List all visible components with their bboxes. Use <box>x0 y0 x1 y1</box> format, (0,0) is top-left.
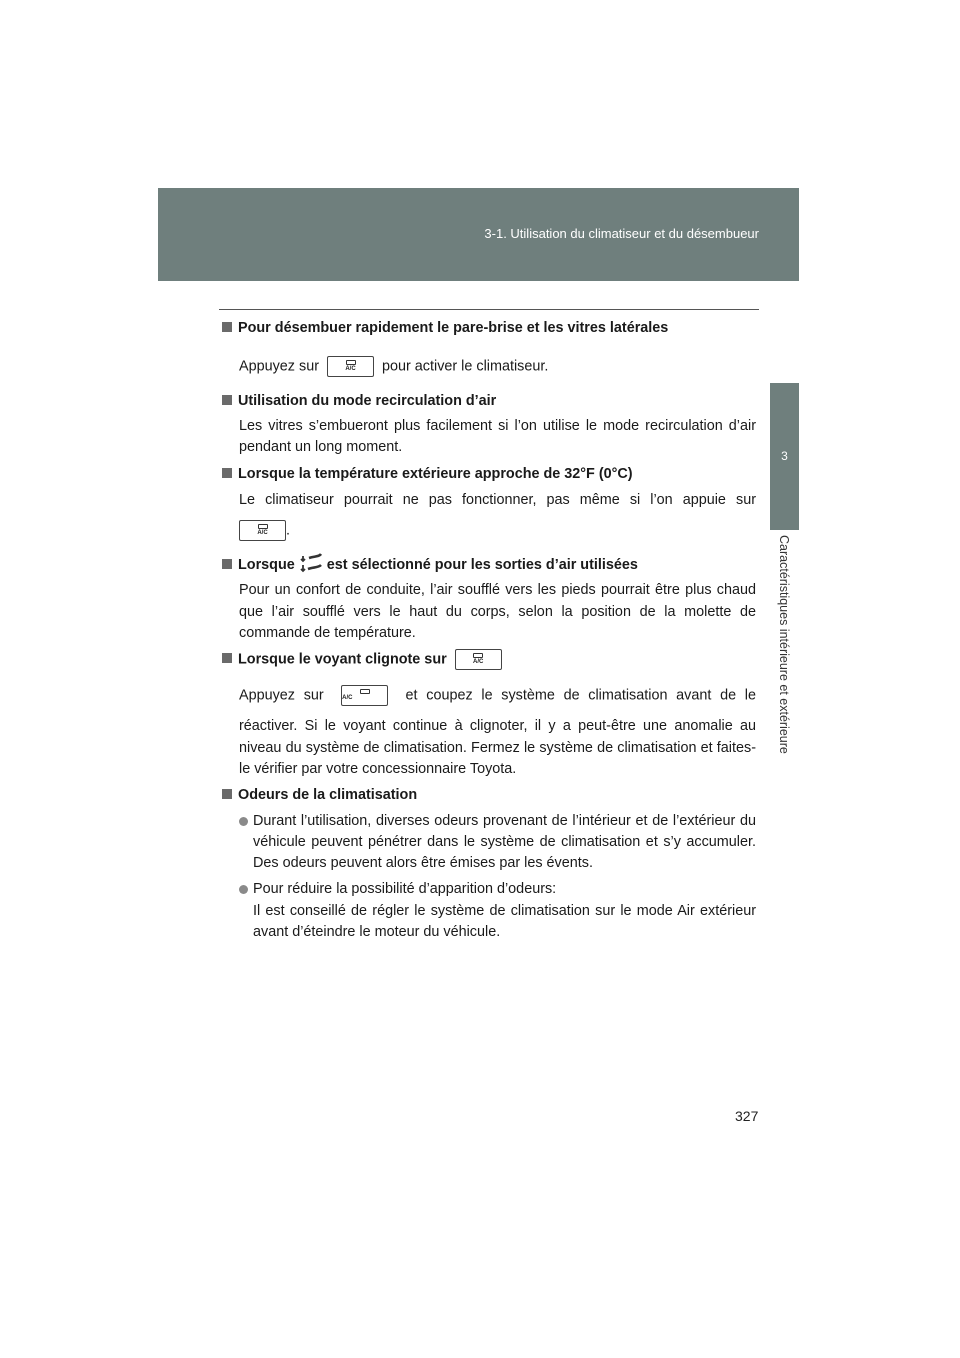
ac-button-icon: A/C <box>341 685 388 706</box>
round-bullet-icon <box>239 885 248 894</box>
square-bullet-icon <box>222 395 232 405</box>
feet-face-airflow-icon <box>299 553 323 573</box>
section-title: 3-1. Utilisation du climatiseur et du désembueur <box>484 226 759 241</box>
para-low-temperature: Le climatiseur pourrait ne pas fonctionner, pas même si l’on appuie sur <box>239 492 756 509</box>
ac-button-icon: A/C <box>327 356 374 377</box>
square-bullet-icon <box>222 322 232 332</box>
square-bullet-icon <box>222 653 232 663</box>
square-bullet-icon <box>222 468 232 478</box>
para-defog: Appuyez sur A/C pour activer le climatiseur. <box>239 356 756 378</box>
ac-button-icon: A/C <box>239 520 286 541</box>
chapter-number: 3 <box>781 449 788 463</box>
list-item: Durant l’utilisation, diverses odeurs provenant de l’intérieur et de l’extérieur du véhicule peuvent pénétrer dans le système de climatisation et s’y accumuler. Des odeurs peuvent alors être émises par les évents. <box>239 811 756 875</box>
heading-indicator-blinking: Lorsque le voyant clignote sur A/C <box>222 649 756 671</box>
round-bullet-icon <box>239 817 248 826</box>
chapter-header <box>158 188 799 281</box>
chapter-label <box>772 535 796 895</box>
ac-button-icon: A/C <box>455 649 502 670</box>
heading-defog: Pour désembuer rapidement le pare-brise et les vitres latérales <box>222 318 756 339</box>
list-item: Pour réduire la possibilité d’apparition d’odeurs: Il est conseillé de régler le système de climatisation sur le mode Air extérieur avant d’éteindre le moteur du véhicule. <box>239 879 756 943</box>
chapter-tab <box>770 383 799 530</box>
square-bullet-icon <box>222 559 232 569</box>
para-feet-face-mode: Pour un confort de conduite, l’air soufflé vers les pieds pourrait être plus chaud que l’air soufflé vers le haut du corps, selon la position de la molette de commande de température. <box>239 582 756 641</box>
page-content <box>222 318 756 943</box>
top-divider <box>219 309 759 310</box>
heading-feet-face-mode: Lorsque est sélectionné pour les sorties d’air utilisées <box>222 553 756 576</box>
para-indicator-blinking-1: Appuyez sur A/C et coupez le système de climatisation avant de le <box>239 685 756 707</box>
chapter-label-text: Caractéristiques intérieure et extérieure <box>777 535 791 754</box>
para-indicator-blinking-2: réactiver. Si le voyant continue à clignoter, il y a peut-être une anomalie au niveau du système de climatisation. Fermez le système de climatisation et faites-le vérifier par votre concessionnaire Toyota. <box>239 718 756 777</box>
heading-recirculation: Utilisation du mode recirculation d’air <box>222 391 756 412</box>
heading-odors: Odeurs de la climatisation <box>222 785 756 806</box>
square-bullet-icon <box>222 789 232 799</box>
page-number: 327 <box>735 1108 759 1124</box>
para-recirculation: Les vitres s’embueront plus facilement si l’on utilise le mode recirculation d’air pendant un long moment. <box>239 418 756 456</box>
para-low-temperature-button: A/C . <box>239 520 756 542</box>
heading-low-temperature: Lorsque la température extérieure approche de 32°F (0°C) <box>222 464 756 485</box>
